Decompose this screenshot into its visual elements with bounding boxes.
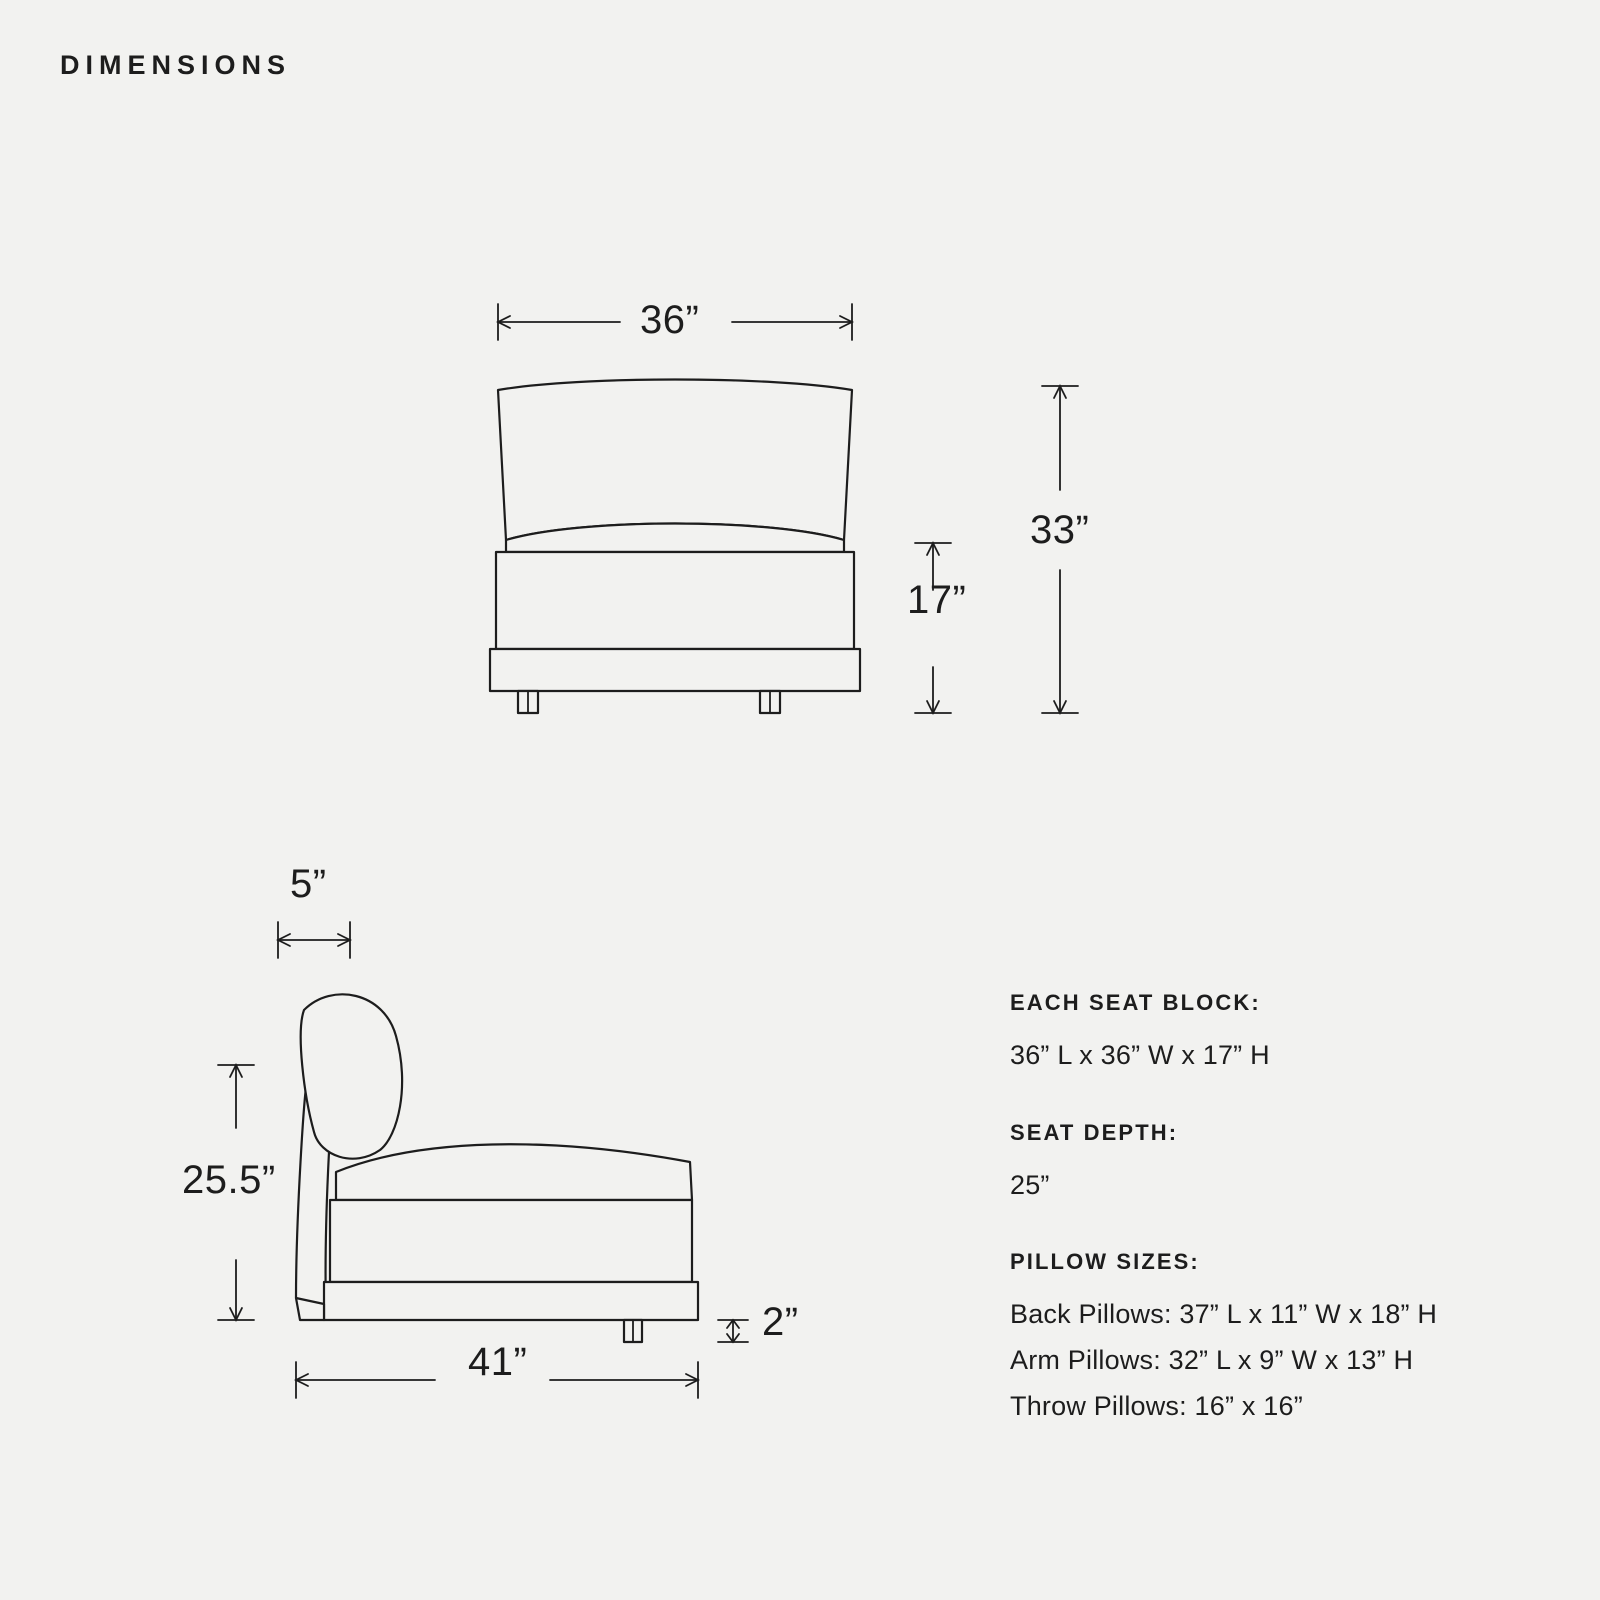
spec-heading-seat-depth: SEAT DEPTH: — [1010, 1119, 1179, 1145]
front-elevation-drawing — [460, 290, 1100, 730]
spec-line-back-pillows: Back Pillows: 37” L x 11” W x 18” H — [1010, 1299, 1438, 1330]
side-depth-label: 41” — [468, 1340, 528, 1384]
front-width-label: 36” — [640, 298, 700, 342]
side-leg-height-label: 2” — [762, 1300, 799, 1344]
specifications-list — [1010, 990, 1550, 1471]
page-title: DIMENSIONS — [60, 50, 292, 80]
side-sofa-outline — [296, 994, 698, 1342]
spec-line-seat-depth-1: 25” — [1010, 1169, 1050, 1200]
side-back-thickness-dimension — [278, 922, 350, 958]
side-back-thickness-label: 5” — [290, 862, 327, 906]
front-seat-height-dimension — [915, 543, 951, 713]
spec-line-seat-block-1: 36” L x 36” W x 17” H — [1010, 1040, 1270, 1070]
side-back-height-label: 25.5” — [182, 1158, 276, 1202]
spec-line-arm-pillows: Arm Pillows: 32” L x 9” W x 13” H — [1010, 1345, 1414, 1376]
spec-heading-seat-block: EACH SEAT BLOCK: — [1010, 990, 1261, 1015]
spec-group-seat-block — [1010, 990, 1550, 1078]
spec-line-throw-pillows: Throw Pillows: 16” x 16” — [1010, 1390, 1303, 1421]
front-seat-height-label: 17” — [907, 578, 967, 622]
front-overall-height-label: 33” — [1030, 508, 1090, 552]
spec-heading-pillow-sizes: PILLOW SIZES: — [1010, 1249, 1200, 1275]
front-sofa-outline — [490, 380, 860, 714]
side-leg-height-dimension — [718, 1320, 748, 1342]
spec-group-seat-depth — [1010, 1120, 1550, 1208]
spec-group-pillow-sizes — [1010, 1249, 1550, 1428]
